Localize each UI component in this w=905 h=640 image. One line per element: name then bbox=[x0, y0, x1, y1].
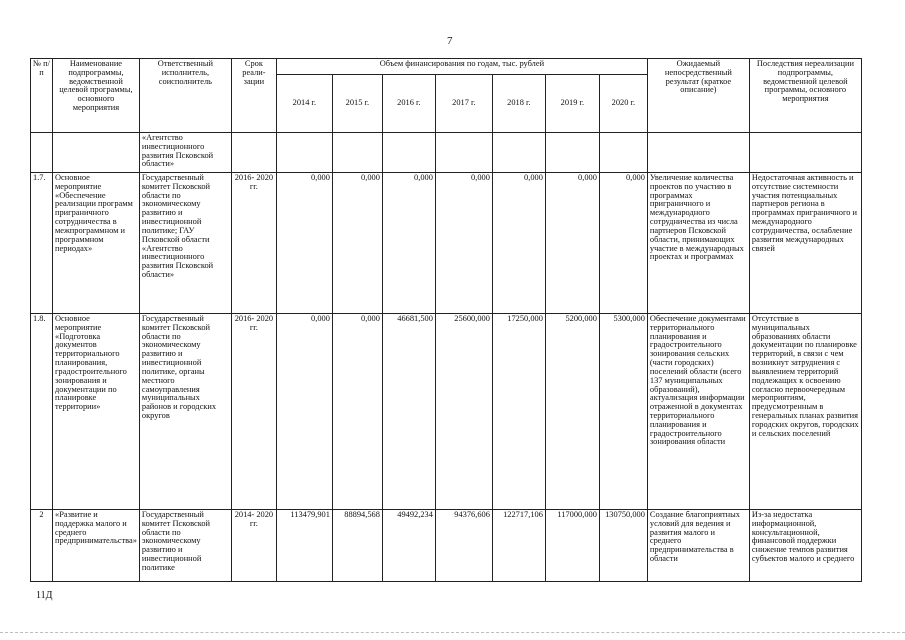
cell-value-2015: 0,000 bbox=[332, 314, 382, 510]
cell-value-2016: 0,000 bbox=[382, 173, 435, 314]
header-name: Наименование подпрограммы, ведомственной целевой программы, основного мероприятия bbox=[53, 59, 140, 133]
cell-num: 1.7. bbox=[31, 173, 53, 314]
header-year-2020: 2020 г. bbox=[599, 75, 647, 133]
cell-name: «Развитие и поддержка малого и среднего предпринимательства» bbox=[53, 510, 140, 582]
cell-empty bbox=[492, 133, 545, 173]
cell-value-2017: 0,000 bbox=[435, 173, 492, 314]
cell-executor: Государственный комитет Псковской области по экономическому развитию и инвестиционной политике, органы местного самоуправления муниципальных районов и городских округов bbox=[139, 314, 231, 510]
header-year-2015: 2015 г. bbox=[332, 75, 382, 133]
cell-consequences: Недостаточная активность и отсутствие системности участия потенциальных партнеров региона в программах приграничного и международного сотрудничества, ослабление развития международных связей bbox=[749, 173, 861, 314]
continuation-row bbox=[31, 133, 862, 173]
cell-value-2015: 88894,568 bbox=[332, 510, 382, 582]
cell-consequences: Отсутствие в муниципальных образованиях области документации по планировке территорий, в связи с чем возникнут затруднения с выявлением территорий подлежащих к освоению согласно первоочередным мероприятиям, предусмотренным в генеральных планах развития городских округов, городских и сельских поселений bbox=[749, 314, 861, 510]
page-edge-divider bbox=[0, 632, 905, 633]
cell-value-2019: 0,000 bbox=[545, 173, 599, 314]
cell-empty bbox=[276, 133, 332, 173]
cell-executor: Государственный комитет Псковской области по экономическому развитию и инвестиционной политике; ГАУ Псковской области «Агентство инвестиционного развития Псковской области» bbox=[139, 173, 231, 314]
cell-num: 2 bbox=[31, 510, 53, 582]
table-row-2 bbox=[31, 510, 862, 582]
cell-value-2019: 5200,000 bbox=[545, 314, 599, 510]
cell-term: 2016- 2020 гг. bbox=[231, 173, 276, 314]
cell-value-2017: 94376,606 bbox=[435, 510, 492, 582]
cell-value-2016: 46681,500 bbox=[382, 314, 435, 510]
cell-empty bbox=[545, 133, 599, 173]
cell-term: 2016- 2020 гг. bbox=[231, 314, 276, 510]
cell-consequences: Из-за недостатка информационной, консультационной, финансовой поддержки снижение темпов развития субъектов малого и среднего bbox=[749, 510, 861, 582]
cell-term: 2014- 2020 гг. bbox=[231, 510, 276, 582]
cell-value-2015: 0,000 bbox=[332, 173, 382, 314]
cell-empty bbox=[647, 133, 749, 173]
cell-empty bbox=[599, 133, 647, 173]
table-row-1-7 bbox=[31, 173, 862, 314]
cell-value-2014: 0,000 bbox=[276, 314, 332, 510]
cell-empty bbox=[53, 133, 140, 173]
header-term: Срок реали- зации bbox=[231, 59, 276, 133]
cell-empty bbox=[231, 133, 276, 173]
cell-result: Увеличение количества проектов по участию в программах приграничного и международного сотрудничества из числа партнеров Псковской области, принимающих участие в международных проектах и программах bbox=[647, 173, 749, 314]
header-year-2019: 2019 г. bbox=[545, 75, 599, 133]
header-result: Ожидаемый непосредственный результат (краткое описание) bbox=[647, 59, 749, 133]
cell-executor: «Агентство инвестиционного развития Псковской области» bbox=[139, 133, 231, 173]
cell-value-2018: 0,000 bbox=[492, 173, 545, 314]
cell-executor: Государственный комитет Псковской области по экономическому развитию и инвестиционной политике bbox=[139, 510, 231, 582]
header-funding: Объем финансирования по годам, тыс. рублей bbox=[276, 59, 647, 75]
header-year-2016: 2016 г. bbox=[382, 75, 435, 133]
cell-value-2017: 25600,000 bbox=[435, 314, 492, 510]
table-row-1-8 bbox=[31, 314, 862, 510]
header-year-2017: 2017 г. bbox=[435, 75, 492, 133]
cell-value-2020: 130750,000 bbox=[599, 510, 647, 582]
header-row-1 bbox=[31, 59, 862, 75]
cell-value-2014: 113479,901 bbox=[276, 510, 332, 582]
header-num: № п/п bbox=[31, 59, 53, 133]
cell-value-2019: 117000,000 bbox=[545, 510, 599, 582]
cell-result: Обеспечение документами территориального планирования и градостроительного зонирования сельских (части городских) поселений области (всего 137 муниципальных образований), актуализация информации отраженной в документах территориального планирования и градостроительного зонирования области bbox=[647, 314, 749, 510]
cell-value-2016: 49492,234 bbox=[382, 510, 435, 582]
cell-empty bbox=[749, 133, 861, 173]
header-year-2018: 2018 г. bbox=[492, 75, 545, 133]
cell-value-2018: 122717,106 bbox=[492, 510, 545, 582]
cell-value-2014: 0,000 bbox=[276, 173, 332, 314]
header-consequences: Последствия нереализации подпрограммы, ведомственной целевой программы, основного мероприятия bbox=[749, 59, 861, 133]
page-number: 7 bbox=[447, 35, 453, 47]
cell-empty bbox=[332, 133, 382, 173]
program-table bbox=[30, 58, 862, 582]
cell-num: 1.8. bbox=[31, 314, 53, 510]
header-year-2014: 2014 г. bbox=[276, 75, 332, 133]
cell-value-2020: 5300,000 bbox=[599, 314, 647, 510]
cell-empty bbox=[435, 133, 492, 173]
cell-name: Основное мероприятие «Подготовка документов территориального планирования, градостроительного зонирования и документации по планировке территории» bbox=[53, 314, 140, 510]
cell-name: Основное мероприятие «Обеспечение реализации программ приграничного сотрудничества в межпрограммном и программном периодах» bbox=[53, 173, 140, 314]
cell-result: Создание благоприятных условий для ведения и развития малого и среднего предпринимательства в области bbox=[647, 510, 749, 582]
cell-empty bbox=[382, 133, 435, 173]
cell-value-2018: 17250,000 bbox=[492, 314, 545, 510]
cell-empty bbox=[31, 133, 53, 173]
header-executor: Ответственный исполнитель, соисполнитель bbox=[139, 59, 231, 133]
cell-value-2020: 0,000 bbox=[599, 173, 647, 314]
footer-code: 11Д bbox=[36, 590, 53, 601]
